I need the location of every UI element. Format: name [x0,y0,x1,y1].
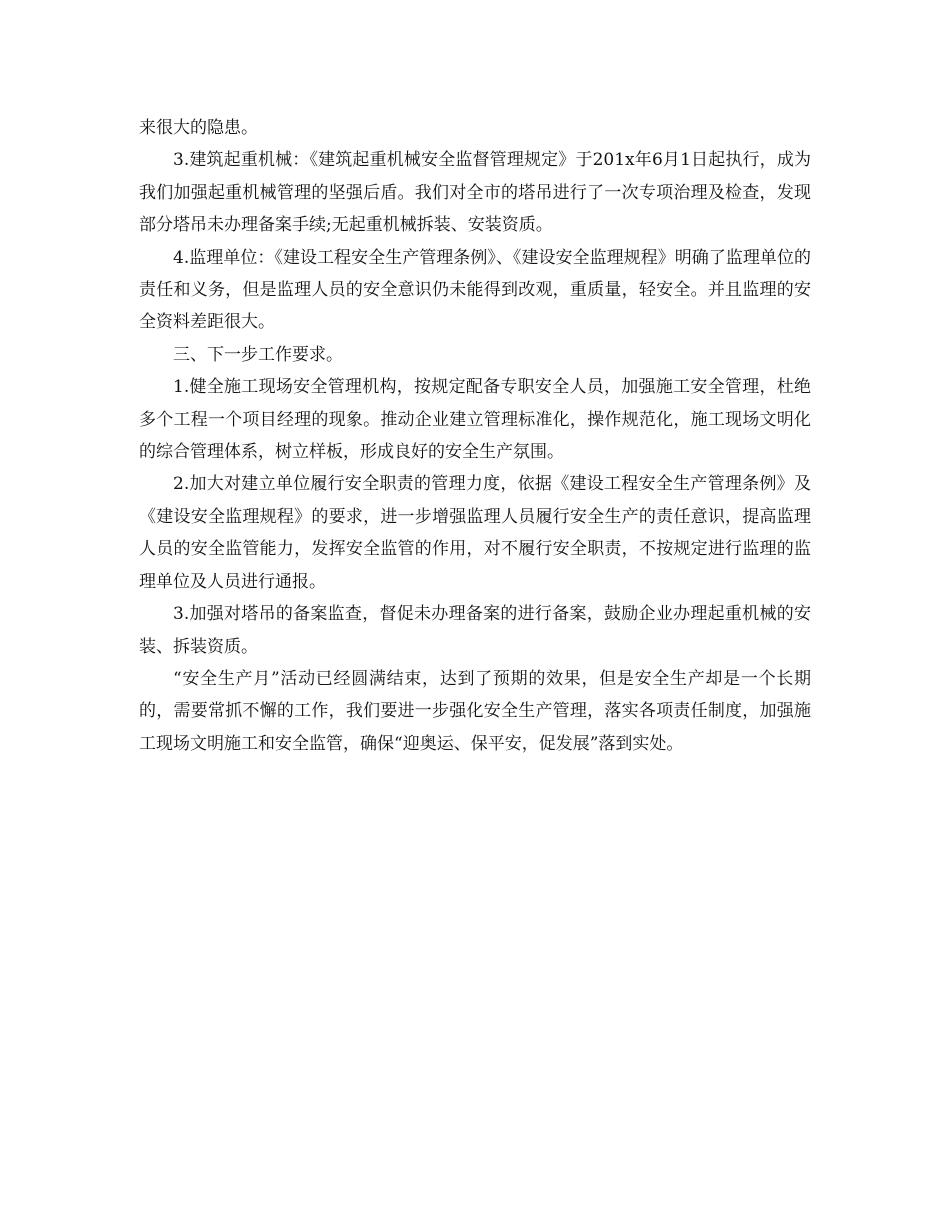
paragraph-requirement-3: 3.加强对塔吊的备案监查，督促未办理备案的进行备案，鼓励企业办理起重机械的安装、拆装资质。 [139,604,811,657]
paragraph-continuation: 来很大的隐患。 [139,118,258,138]
section-heading-next-steps: 三、下一步工作要求。 [173,344,343,365]
paragraph-requirement-2: 2.加大对建立单位履行安全职责的管理力度，依据《建设工程安全生产管理条例》及《建设安全监理规程》的要求，进一步增强监理人员履行安全生产的责任意识，提高监理人员的安全监管能力，发挥安全监管的作用，对不履行安全职责，不按规定进行监理的监理单位及人员进行通报。 [139,474,811,592]
paragraph-conclusion: “安全生产月”活动已经圆满结束，达到了预期的效果，但是安全生产却是一个长期的，需要常抓不懈的工作，我们要进一步强化安全生产管理，落实各项责任制度，加强施工现场文明施工和安全监管，确保“迎奥运、保平安，促发展”落到实处。 [139,668,811,754]
paragraph-construction-cranes: 3.建筑起重机械：《建筑起重机械安全监督管理规定》于201x年6月1日起执行，成为我们加强起重机械管理的坚强后盾。我们对全市的塔吊进行了一次专项治理及检查，发现部分塔吊未办理备案手续;无起重机械拆装、安装资质。 [139,150,811,236]
paragraph-supervision-units: 4.监理单位：《建设工程安全生产管理条例》、《建设安全监理规程》明确了监理单位的责任和义务，但是监理人员的安全意识仍未能得到改观，重质量，轻安全。并且监理的安全资料差距很大。 [139,247,811,333]
paragraph-requirement-1: 1.健全施工现场安全管理机构，按规定配备专职安全人员，加强施工安全管理，杜绝多个工程一个项目经理的现象。推动企业建立管理标准化，操作规范化，施工现场文明化的综合管理体系，树立样板，形成良好的安全生产氛围。 [139,377,811,463]
document-body [139,112,811,760]
